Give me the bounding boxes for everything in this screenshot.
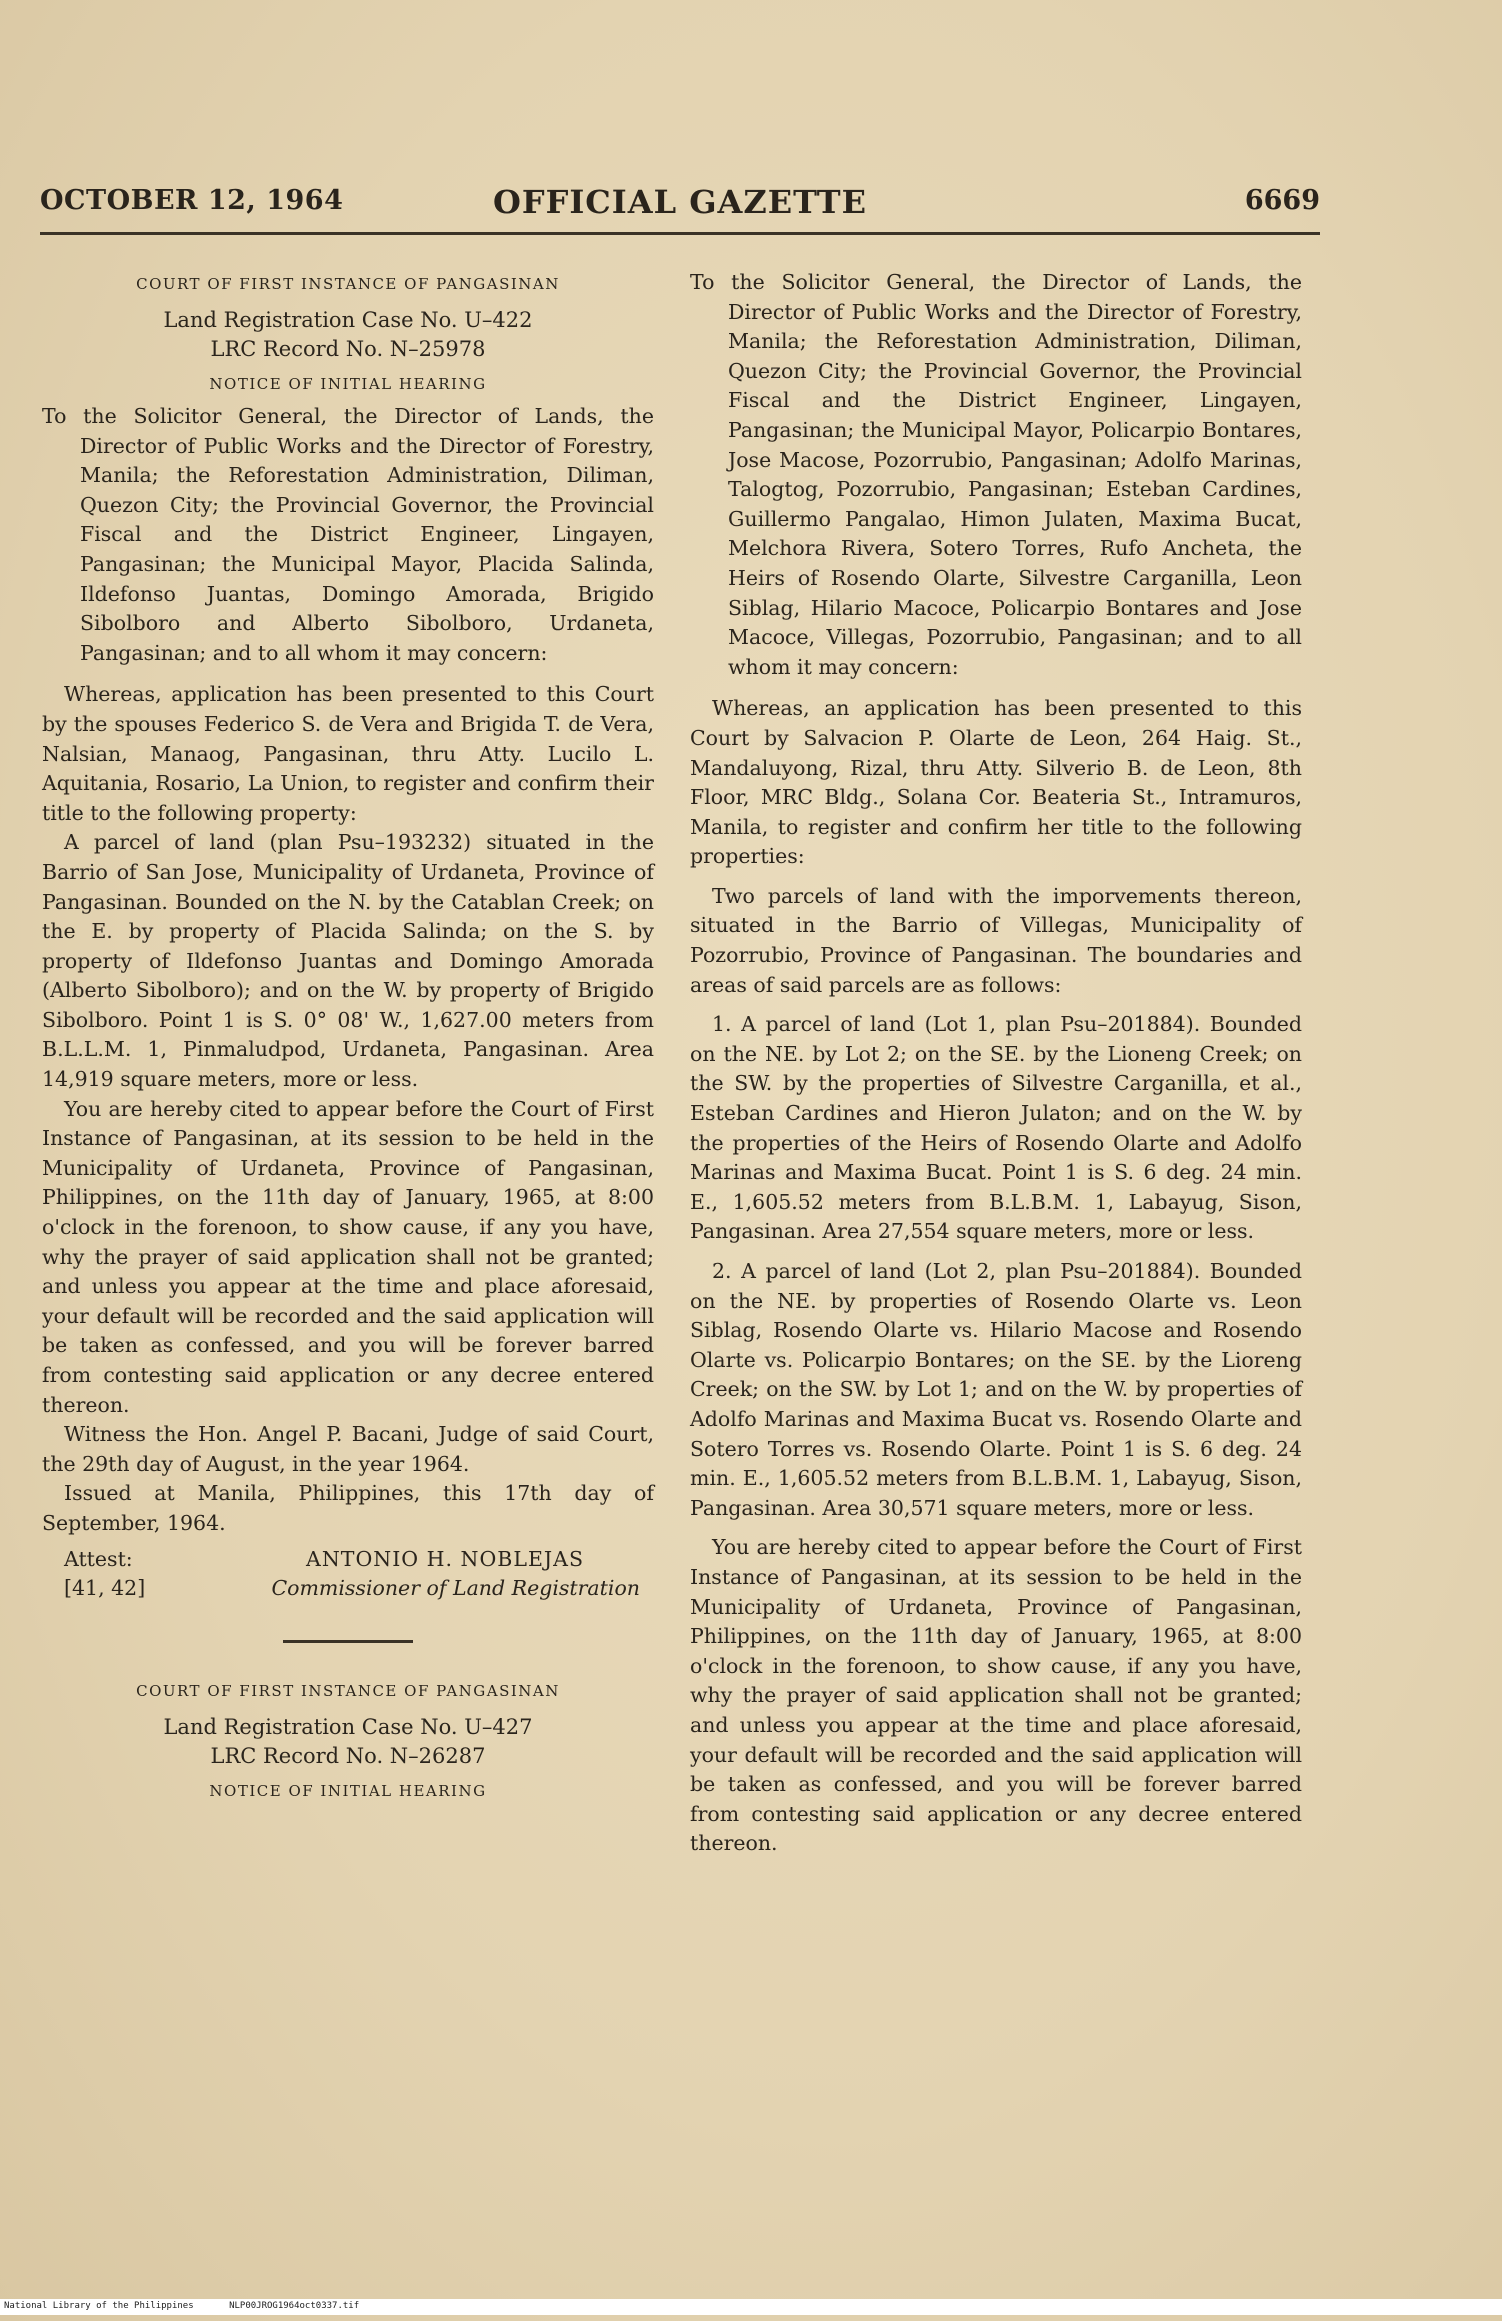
court-caption: COURT OF FIRST INSTANCE OF PANGASINAN	[136, 1681, 560, 1700]
address-paragraph: To the Solicitor General, the Director of Lands, the Director of Public Works and the Director of Forestry, Manila; the Reforestation Administration, Diliman, Quezon City; the Provincial Governor, the Provincial Fiscal and the District Engineer, Lingayen, Pangasinan; the Municipal Mayor, Policarpio Bontares, Jose Macose, Pozorrubio, Pangasinan; Adolfo Marinas, Talogtog, Pozorrubio, Pangasinan; Esteban Cardines, Guillermo Pangalao, Himon Julaten, Maxima Bucat, Melchora Rivera, Sotero Torres, Rufo Ancheta, the Heirs of Rosendo Olarte, Silvestre Carganilla, Leon Siblag, Hilario Macoce, Policarpio Bontares and Jose Macoce, Villegas, Pozorrubio, Pangasinan; and to all whom it may concern:	[690, 270, 1302, 679]
whereas-paragraph: Whereas, application has been presented to this Court by the spouses Federico S. de Vera and Brigida T. de Vera, Nalsian, Manaog, Pangasinan, thru Atty. Lucilo L. Aquitania, Rosario, La Union, to register and confirm their title to the following property:	[42, 682, 654, 825]
attest-label: Attest:	[64, 1546, 133, 1571]
publication-title: OFFICIAL GAZETTE	[493, 183, 867, 221]
lrc-record: LRC Record No. N–26287	[210, 1743, 486, 1768]
lrc-record: LRC Record No. N–25978	[210, 337, 486, 361]
court-caption: COURT OF FIRST INSTANCE OF PANGASINAN	[136, 275, 560, 293]
parcel-1-paragraph: 1. A parcel of land (Lot 1, plan Psu–201884). Bounded on the NE. by Lot 2; on the SE. by the Lioneng Creek; on the SW. by the properties of Silvestre Carganilla, et al., Esteban Cardines and Hieron Julaton; and on the W. by the properties of the Heirs of Rosendo Olarte and Adolfo Marinas and Maxima Bucat. Point 1 is S. 6 deg. 24 min. E., 1,605.52 meters from B.L.B.M. 1, Labayug, Sison, Pangasinan. Area 27,554 square meters, more or less.	[690, 1012, 1302, 1244]
parcel-paragraph: A parcel of land (plan Psu–193232) situated in the Barrio of San Jose, Municipality of Urdaneta, Province of Pangasinan. Bounded on the N. by the Catablan Creek; on the E. by property of Placida Salinda; on the S. by property of Ildefonso Juantas and Domingo Amorada (Alberto Sibolboro); and on the W. by property of Brigido Sibolboro. Point 1 is S. 0° 08' W., 1,627.00 meters from B.L.L.M. 1, Pinmaludpod, Urdaneta, Pangasinan. Area 14,919 square meters, more or less.	[42, 830, 654, 1092]
page-number: 6669	[1244, 185, 1320, 216]
issue-reference: [41, 42]	[64, 1576, 146, 1601]
header-rule	[40, 232, 1320, 235]
issue-date: OCTOBER 12, 1964	[40, 185, 344, 216]
witness-paragraph: Witness the Hon. Angel P. Bacani, Judge of said Court, the 29th day of August, in the year 1964.	[42, 1422, 654, 1476]
case-number: Land Registration Case No. U–427	[163, 1714, 533, 1739]
notice-separator	[283, 1640, 413, 1643]
address-paragraph: To the Solicitor General, the Director of Lands, the Director of Public Works and the Director of Forestry, Manila; the Reforestation Administration, Diliman, Quezon City; the Provincial Governor, the Provincial Fiscal and the District Engineer, Lingayen, Pangasinan; the Municipal Mayor, Placida Salinda, Ildefonso Juantas, Domingo Amorada, Brigido Sibolboro and Alberto Sibolboro, Urdaneta, Pangasinan; and to all whom it may concern:	[42, 404, 654, 665]
running-head	[40, 185, 1320, 235]
whereas-paragraph: Whereas, an application has been presented to this Court by Salvacion P. Olarte de Leon, 264 Haig. St., Mandaluyong, Rizal, thru Atty. Silverio B. de Leon, 8th Floor, MRC Bldg., Solana Cor. Beateria St., Intramuros, Manila, to register and confirm her title to the following properties:	[690, 696, 1302, 869]
cited-paragraph: You are hereby cited to appear before the Court of First Instance of Pangasinan, at its session to be held in the Municipality of Urdaneta, Province of Pangasinan, Philippines, on the 11th day of January, 1965, at 8:00 o'clock in the forenoon, to show cause, if any you have, why the prayer of said application shall not be granted; and unless you appear at the time and place aforesaid, your default will be recorded and the said application will be taken as confessed, and you will be forever barred from contesting said application or any decree entered thereon.	[42, 1096, 654, 1417]
left-column	[42, 268, 654, 1809]
reference-line	[42, 1574, 654, 1604]
scan-filename: NLP00JROG1964oct0337.tif	[229, 2301, 360, 2311]
issued-paragraph: Issued at Manila, Philippines, this 17th day of September, 1964.	[42, 1481, 654, 1535]
cited-paragraph: You are hereby cited to appear before the Court of First Instance of Pangasinan, at its session to be held in the Municipality of Urdaneta, Province of Pangasinan, Philippines, on the 11th day of January, 1965, at 8:00 o'clock in the forenoon, to show cause, if any you have, why the prayer of said application shall not be granted; and unless you appear at the time and place aforesaid, your default will be recorded and the said application will be taken as confessed, and you will be forever barred from contesting said application or any decree entered thereon.	[690, 1535, 1302, 1856]
notice-title: NOTICE OF INITIAL HEARING	[209, 375, 487, 393]
notice-title: NOTICE OF INITIAL HEARING	[209, 1781, 487, 1800]
library-credit: National Library of the Philippines	[4, 2301, 194, 2311]
signer-title: Commissioner of Land Registration	[271, 1576, 640, 1601]
parcels-intro-paragraph: Two parcels of land with the imporvements thereon, situated in the Barrio of Villegas, Municipality of Pozorrubio, Province of Pangasinan. The boundaries and areas of said parcels are as follows:	[690, 883, 1302, 997]
right-column	[690, 268, 1302, 1859]
signer-name: ANTONIO H. NOBLEJAS	[306, 1546, 584, 1571]
attest-line	[42, 1545, 654, 1575]
scan-footer	[0, 2299, 1502, 2315]
case-number: Land Registration Case No. U–422	[163, 308, 533, 332]
parcel-2-paragraph: 2. A parcel of land (Lot 2, plan Psu–201884). Bounded on the NE. by properties of Rosendo Olarte vs. Leon Siblag, Rosendo Olarte vs. Hilario Macose and Rosendo Olarte vs. Policarpio Bontares; on the SE. by the Lioreng Creek; on the SW. by Lot 1; and on the W. by properties of Adolfo Marinas and Maxima Bucat vs. Rosendo Olarte and Sotero Torres vs. Rosendo Olarte. Point 1 is S. 6 deg. 24 min. E., 1,605.52 meters from B.L.B.M. 1, Labayug, Sison, Pangasinan. Area 30,571 square meters, more or less.	[690, 1259, 1302, 1520]
